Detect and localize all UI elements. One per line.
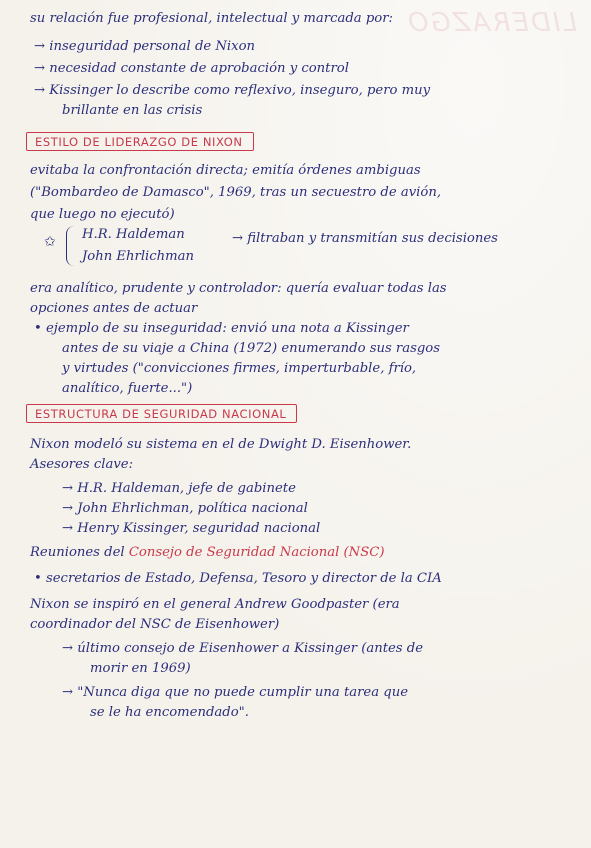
body-line: Asesores clave: <box>30 457 134 472</box>
bullet-line-cont: y virtudes ("convicciones firmes, imperturbable, frío, <box>62 361 417 376</box>
quote-bullet: → último consejo de Eisenhower a Kissinger (antes de <box>62 641 424 656</box>
body-line: ("Bombardeo de Damasco", 1969, tras un secuestro de avión, <box>30 185 442 200</box>
nsc-bullet: • secretarios de Estado, Defensa, Tesoro y director de la CIA <box>34 570 442 588</box>
nsc-prefix: Reuniones del <box>30 545 125 560</box>
quote-bullet: → "Nunca diga que no puede cumplir una tarea que <box>62 685 409 700</box>
nsc-name: Consejo de Seguridad Nacional (NSC) <box>128 545 385 560</box>
brace-item: John Ehrlichman <box>82 249 195 264</box>
quote-bullet-cont: se le ha encomendado". <box>90 705 249 720</box>
body-line: era analítico, prudente y controlador: quería evaluar todas las <box>30 281 447 296</box>
intro-bullet: → Kissinger lo describe como reflexivo, inseguro, pero muy <box>34 83 431 98</box>
bullet-line-cont: antes de su viaje a China (1972) enumerando sus rasgos <box>62 341 441 356</box>
section-heading-leadership: ESTILO DE LIDERAZGO DE NIXON <box>26 132 254 151</box>
advisor-bullet: → John Ehrlichman, política nacional <box>62 501 308 516</box>
nsc-line <box>30 544 384 562</box>
star-icon: ✩ <box>44 234 56 250</box>
brace-item: H.R. Haldeman <box>82 227 185 242</box>
intro-bullet: → inseguridad personal de Nixon <box>34 39 256 54</box>
body-line: Nixon se inspiró en el general Andrew Goodpaster (era <box>30 597 400 612</box>
body-line: opciones antes de actuar <box>30 301 198 316</box>
section-heading-security: ESTRUCTURA DE SEGURIDAD NACIONAL <box>26 404 297 423</box>
advisor-bullet: → H.R. Haldeman, jefe de gabinete <box>62 481 296 496</box>
intro-line: su relación fue profesional, intelectual y marcada por: <box>30 11 393 26</box>
intro-bullet: → necesidad constante de aprobación y control <box>34 61 349 76</box>
body-line: coordinador del NSC de Eisenhower) <box>30 617 280 632</box>
body-line: Nixon modeló su sistema en el de Dwight D. Eisenhower. <box>30 437 412 452</box>
body-line: que luego no ejecutó) <box>30 207 175 222</box>
bleed-through-heading: LIDERAZGO <box>406 8 577 38</box>
bullet-line-cont: analítico, fuerte...") <box>62 381 193 396</box>
body-line: evitaba la confrontación directa; emitía órdenes ambiguas <box>30 163 421 178</box>
quote-bullet-cont: morir en 1969) <box>90 661 191 676</box>
advisor-bullet: → Henry Kissinger, seguridad nacional <box>62 521 321 536</box>
brace-mark <box>66 226 75 266</box>
brace-note: → filtraban y transmitían sus decisiones <box>232 231 498 246</box>
bullet-line: • ejemplo de su inseguridad: envió una nota a Kissinger <box>34 320 409 338</box>
intro-bullet-cont: brillante en las crisis <box>62 103 203 118</box>
